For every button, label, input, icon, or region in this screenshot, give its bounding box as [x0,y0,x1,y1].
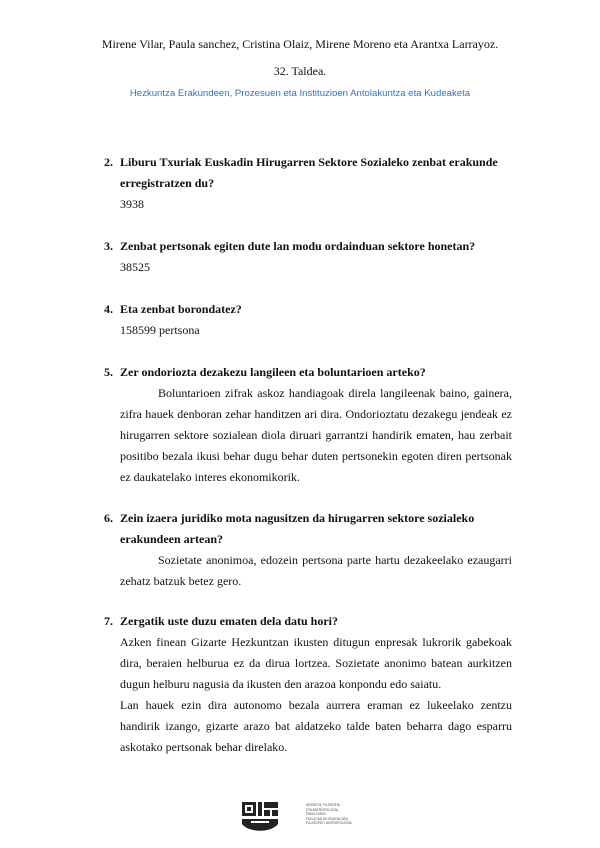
question-number: 5. [104,365,113,379]
question-number: 2. [104,155,113,169]
faculty-footer [0,800,600,840]
question-5 [0,362,600,488]
authors-line: Mirene Vilar, Paula sanchez, Cristina Olaiz, Mirene Moreno eta Arantxa Larrayoz. [101,37,499,51]
question-title: Zenbat pertsonak egiten dute lan modu ordainduan sektore honetan? [120,239,476,253]
course-subject: Hezkuntza Erakundeen, Prozesuen eta Instituzioen Antolakuntza eta Kudeaketa [129,88,471,99]
question-6 [0,508,600,592]
question-number: 6. [104,511,113,525]
question-title: Zein izaera juridiko mota nagusitzen da hirugarren sektore sozialeko erakundeen artean? [120,511,475,546]
question-number: 3. [104,239,113,253]
question-2 [0,152,600,215]
question-answer-continued: Lan hauek ezin dira autonomo bezala aurrera eraman ez lukeelako zentzu handirik izango, gizarte arazo bat aldatzeko talde baten beharra dago esparru askotako pertsonak behar direlako. [120,698,512,754]
question-answer: Azken finean Gizarte Hezkuntzan ikusten ditugun enpresak lukrorik gabekoak dira, beraien helburua ez da dirua lortzea. Sozietate anonimo batean aurkitzen dugun helburu nagusia da ikusten den arazoa konpondu edo saiatu. [120,635,512,691]
question-title: Zergatik uste duzu ematen dela datu hori? [120,614,339,628]
question-answer: 3938 [120,197,144,211]
question-answer: 38525 [120,260,150,274]
question-number: 4. [104,302,113,316]
faculty-name: HEZIKETA, FILOSOFIA ETA ANTROPOLOGIA FAKULTATEA FACULTAD DE EDUCACIÓN, FILOSOFÍA Y ANTROPOLOGÍA [306,803,352,825]
document-header [0,36,600,99]
group-label: 32. Taldea. [273,64,327,78]
question-4 [0,299,600,341]
question-answer: Boluntarioen zifrak askoz handiagoak direla langileenak baino, gainera, zifra hauek denboran zehar handitzen ari dira. Ondorioztatu dezakegu jendeak ez hirugarren sektore sozialean diola diruari garrantzi handirik ematen, hau zerbait positibo bezala ikusi behar dugu behar duten pertsonekin egoten diren pertsonak ez daukatelako interes ekonomikorik. [120,386,512,484]
question-3 [0,236,600,278]
question-7 [0,611,600,758]
question-answer: 158599 pertsona [120,323,200,337]
question-title: Liburu Txuriak Euskadin Hirugarren Sektore Sozialeko zenbat erakunde erregistratzen du? [120,155,498,190]
university-emblem-icon [241,800,279,834]
question-title: Zer ondoriozta dezakezu langileen eta boluntarioen arteko? [120,365,426,379]
question-number: 7. [104,614,113,628]
question-answer: Sozietate anonimoa, edozein pertsona parte hartu dezakeelako ezaugarri zehatz batzuk betez gero. [120,553,512,588]
question-title: Eta zenbat borondatez? [120,302,242,316]
